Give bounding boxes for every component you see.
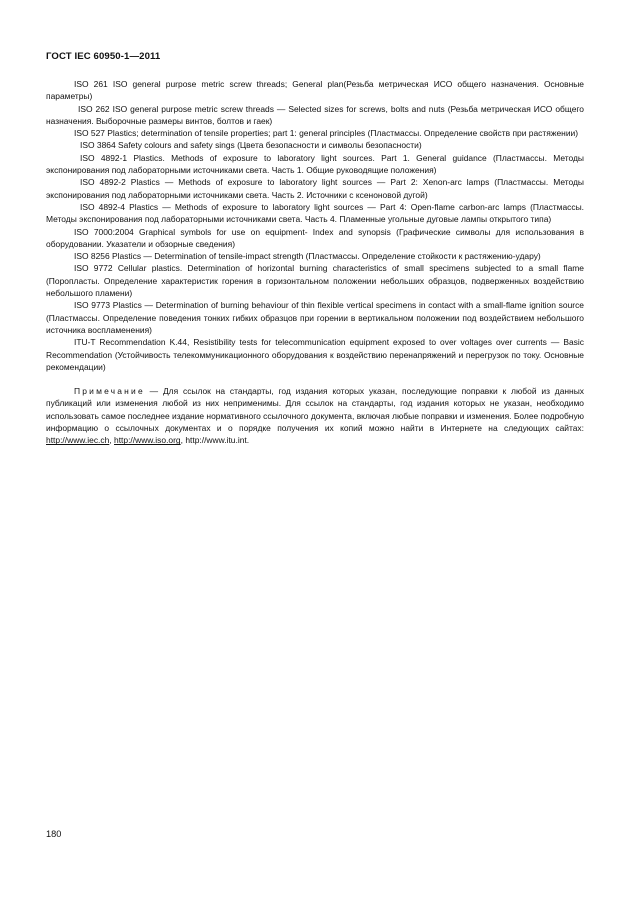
page-number: 180 [46,829,62,839]
note-paragraph [46,385,584,446]
reference-item: ISO 262 ISO general purpose metric screw threads — Selected sizes for screws, bolts and nuts (Резьба метрическая ИСО общего назначения. Выборочные размеры винтов, болтов и гаек) [46,103,584,126]
reference-item: ISO 4892-2 Plastics — Methods of exposure to laboratory light sources — Part 2: Xenon-arc lamps (Пластмассы. Методы экспонирования под лабораторными источниками света. Часть 2. Источники с ксеноновой дугой) [46,177,584,200]
reference-item: ISO 4892-1 Plastics. Methods of exposure to laboratory light sources. Part 1. General guidance (Пластмассы. Методы экспонирования под лабораторными источниками света. Часть 1. Общие руководящие положения) [46,152,584,176]
link-iec[interactable]: http://www.iec.ch [46,435,110,446]
reference-item: ISO 9773 Plastics — Determination of burning behaviour of thin flexible vertical specimens in contact with a small-flame ignition source (Пластмассы. Определение поведения тонких гибких образцов при горении в вертикальном положении под воздействием небольшого источника воспламенения) [46,300,584,335]
note-text: — Для ссылок на стандарты, год издания которых указан, последующие поправки к любой из данных публикаций или изменения любой из них неприменимы. Для ссылок на стандарты, год издания которых не указан, необходимо использовать самое последнее издание нормативного ссылочного документа, включая любые поправки и изменения. Более подробную информацию о ссылочных документах и о порядке получения их копий можно найти в Интернете на следующих сайтах: [46,386,584,434]
reference-item: ITU-T Recommendation K.44, Resistibility tests for telecommunication equipment exposed to over voltages over currents — Basic Recommendation (Устойчивость телекоммуникационного оборудования к воздействию перенапряжений и перегрузок по току. Основные рекомендации) [46,337,584,372]
reference-item: ISO 261 ISO general purpose metric screw threads; General plan(Резьба метрическая ИСО общего назначения. Основные параметры) [46,79,584,102]
link-separator: , [180,435,186,446]
link-separator: , [109,435,115,446]
reference-item: ISO 8256 Plastics — Determination of tensile-impact strength (Пластмассы. Определение стойкости к растяжению-удару) [74,251,541,262]
note-label: Примечание [74,386,145,397]
reference-item: ISO 9772 Cellular plastics. Determination of horizontal burning characteristics of small specimens subjected to a small flame (Поропласты. Определение характеристик горения в горизонтальном положении небольших образцов, подверженных воздействию небольшого пламени) [46,263,584,299]
reference-item: ISO 4892-4 Plastics — Methods of exposure to laboratory light sources — Part 4: Open-flame carbon-arc lamps (Пластмассы. Методы экспонирования под лабораторными источниками света. Часть 4. Пламенные угольные дуговые лампы открытого типа) [46,201,584,225]
link-itu: http://www.itu.int. [185,435,250,446]
link-iso[interactable]: http://www.iso.org [114,435,181,446]
reference-item: ISO 527 Plastics; determination of tensile properties; part 1: general principles (Пластмассы. Определение свойств при растяжении) [74,128,579,139]
references-list [46,78,584,447]
document-header: ГОСТ IEC 60950-1—2011 [46,51,161,62]
reference-item: ISO 7000:2004 Graphical symbols for use on equipment- Index and synopsis (Графические символы для использования в оборудовании. Указатели и обзорные сведения) [46,226,584,249]
reference-item: ISO 3864 Safety colours and safety sings (Цвета безопасности и символы безопасности) [80,140,422,151]
